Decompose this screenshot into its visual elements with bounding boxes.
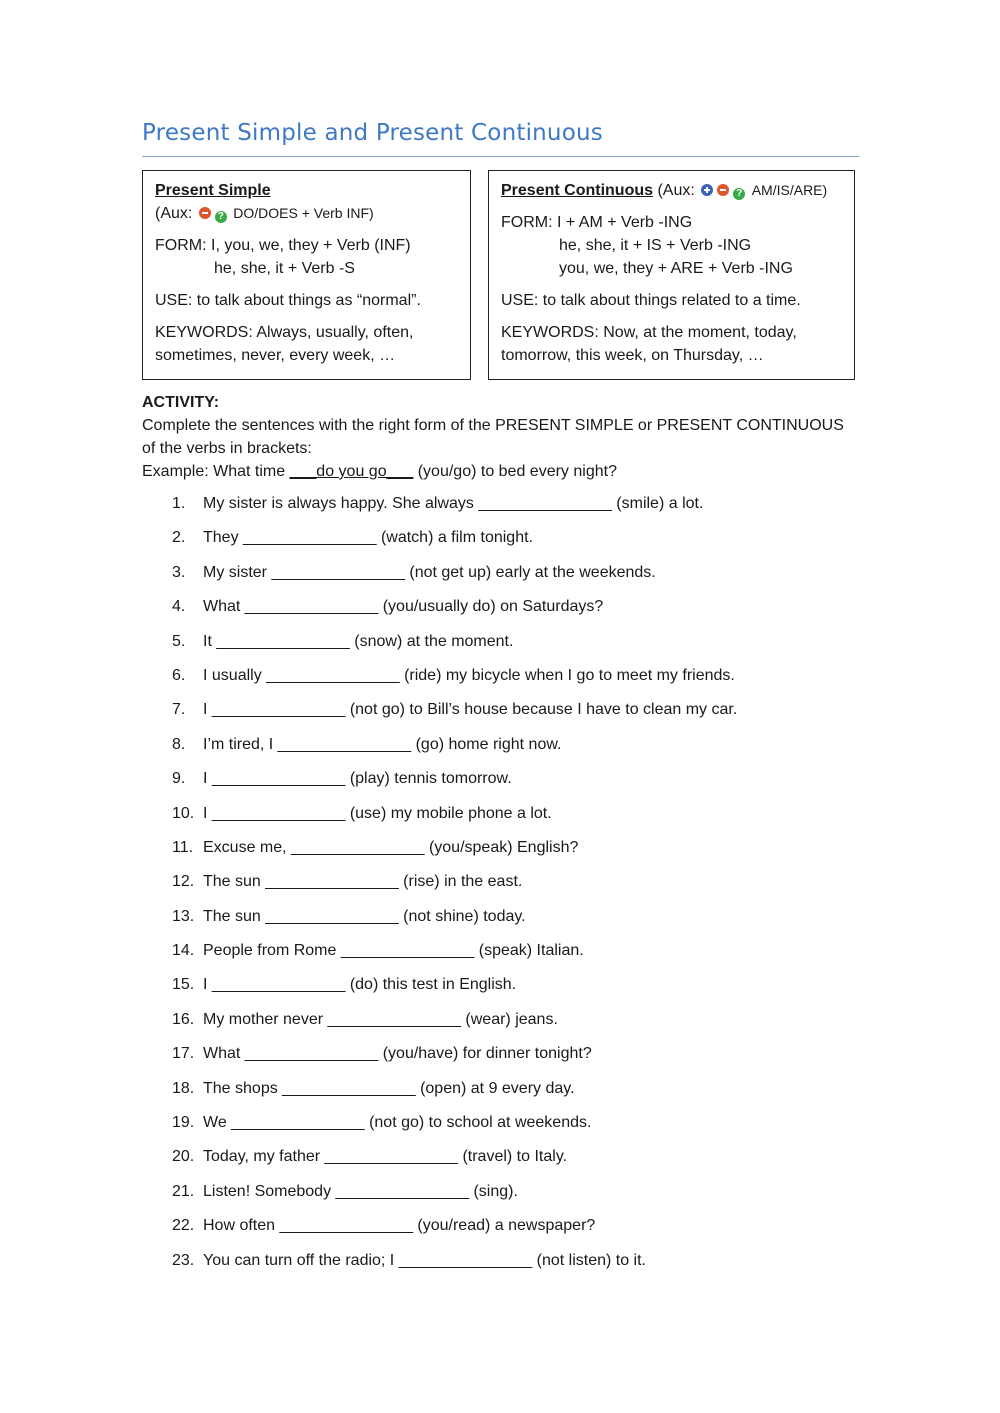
- exercise-number: 9.: [172, 770, 186, 788]
- present-continuous-form-1: FORM: I + AM + Verb -ING: [501, 214, 693, 231]
- exercise-number: 7.: [172, 701, 186, 719]
- exercise-number: 18.: [172, 1079, 195, 1097]
- exercise-number: 21.: [172, 1182, 195, 1200]
- exercise-number: 16.: [172, 1010, 195, 1028]
- exercise-text: My sister _______________ (not get up) early at the weekends.: [203, 563, 656, 581]
- present-simple-keywords-2: sometimes, never, every week, …: [155, 347, 396, 364]
- example-answer: ___do you go___: [289, 463, 414, 480]
- present-simple-use: USE: to talk about things as “normal”.: [155, 292, 421, 309]
- exercise-text: My mother never _______________ (wear) jeans.: [203, 1010, 558, 1028]
- example-prefix: Example: What time: [142, 463, 290, 480]
- exercise-item: [142, 664, 862, 698]
- exercise-item: [142, 802, 862, 836]
- exercise-number: 14.: [172, 942, 195, 960]
- exercise-text: We _______________ (not go) to school at weekends.: [203, 1114, 592, 1132]
- exercise-number: 15.: [172, 976, 195, 994]
- exercise-item: [142, 630, 862, 664]
- present-simple-aux: [155, 202, 458, 225]
- aux-label: (Aux:: [653, 182, 695, 199]
- exercise-item: [142, 767, 862, 801]
- title-divider: [142, 156, 859, 157]
- exercise-text: I _______________ (do) this test in English.: [203, 976, 517, 994]
- exercise-text: I _______________ (not go) to Bill’s house because I have to clean my car.: [203, 701, 738, 719]
- aux-label: (Aux:: [155, 205, 193, 222]
- exercise-text: I _______________ (use) my mobile phone a lot.: [203, 804, 552, 822]
- present-simple-form-2: he, she, it + Verb -S: [214, 260, 355, 277]
- exercise-text: People from Rome _______________ (speak) Italian.: [203, 942, 584, 960]
- exercise-item: [142, 836, 862, 870]
- exercise-item: [142, 1180, 862, 1214]
- exercise-text: Listen! Somebody _______________ (sing).: [203, 1182, 518, 1200]
- plus-icon: [701, 184, 713, 196]
- exercise-item: [142, 698, 862, 732]
- present-continuous-form-2: he, she, it + IS + Verb -ING: [559, 237, 752, 254]
- exercise-item: [142, 973, 862, 1007]
- present-simple-keywords-1: KEYWORDS: Always, usually, often,: [155, 324, 414, 341]
- minus-icon: [717, 184, 729, 196]
- exercise-number: 6.: [172, 666, 186, 684]
- exercise-text: They _______________ (watch) a film tonight.: [203, 529, 533, 547]
- present-continuous-use: USE: to talk about things related to a time.: [501, 292, 801, 309]
- exercise-number: 23.: [172, 1251, 195, 1269]
- present-simple-heading: Present Simple: [155, 182, 271, 199]
- exercise-item: [142, 905, 862, 939]
- question-icon: ?: [215, 211, 227, 223]
- exercise-number: 19.: [172, 1114, 195, 1132]
- aux-text: DO/DOES + Verb INF): [233, 205, 374, 221]
- exercise-item: [142, 1008, 862, 1042]
- activity-instruction-2: of the verbs in brackets:: [142, 440, 312, 457]
- exercise-text: The shops _______________ (open) at 9 every day.: [203, 1079, 575, 1097]
- exercise-item: [142, 526, 862, 560]
- activity-instruction-1: Complete the sentences with the right form of the PRESENT SIMPLE or PRESENT CONTINUOUS: [142, 417, 844, 434]
- minus-icon: [199, 207, 211, 219]
- exercise-text: The sun _______________ (rise) in the east.: [203, 873, 523, 891]
- present-continuous-header: [501, 179, 842, 202]
- present-continuous-keywords-2: tomorrow, this week, on Thursday, …: [501, 347, 764, 364]
- exercise-number: 22.: [172, 1217, 195, 1235]
- exercise-number: 17.: [172, 1045, 195, 1063]
- exercise-item: [142, 1042, 862, 1076]
- exercise-item: [142, 1145, 862, 1179]
- exercise-item: [142, 733, 862, 767]
- exercise-text: It _______________ (snow) at the moment.: [203, 632, 514, 650]
- exercise-number: 10.: [172, 804, 195, 822]
- exercise-text: My sister is always happy. She always _______________ (smile) a lot.: [203, 495, 704, 512]
- exercise-list: [142, 492, 862, 1283]
- activity-heading: ACTIVITY:: [142, 394, 220, 411]
- exercise-text: What _______________ (you/have) for dinner tonight?: [203, 1045, 592, 1063]
- exercise-item: [142, 1111, 862, 1145]
- present-continuous-heading: Present Continuous: [501, 182, 654, 199]
- exercise-number: 4.: [172, 598, 186, 616]
- exercise-number: 2.: [172, 529, 186, 547]
- exercise-text: Excuse me, _______________ (you/speak) English?: [203, 838, 579, 856]
- exercise-item: [142, 870, 862, 904]
- exercise-text: I’m tired, I _______________ (go) home right now.: [203, 735, 562, 753]
- exercise-text: Today, my father _______________ (travel) to Italy.: [203, 1148, 568, 1166]
- exercise-item: [142, 1214, 862, 1248]
- exercise-text: The sun _______________ (not shine) today.: [203, 907, 526, 925]
- exercise-number: 5.: [172, 632, 186, 650]
- exercise-text: How often _______________ (you/read) a newspaper?: [203, 1217, 596, 1235]
- exercise-number: 8.: [172, 735, 186, 753]
- present-continuous-box: [488, 170, 855, 380]
- exercise-text: I _______________ (play) tennis tomorrow.: [203, 770, 512, 788]
- activity-example: [142, 460, 862, 483]
- exercise-number: 3.: [172, 563, 186, 581]
- exercise-item: [142, 1077, 862, 1111]
- exercise-number: 13.: [172, 907, 195, 925]
- exercise-number: 1.: [172, 495, 186, 512]
- exercise-text: You can turn off the radio; I _______________ (not listen) to it.: [203, 1251, 646, 1269]
- example-suffix: (you/go) to bed every night?: [413, 463, 617, 480]
- exercise-item: [142, 595, 862, 629]
- exercise-text: I usually _______________ (ride) my bicycle when I go to meet my friends.: [203, 666, 735, 684]
- exercise-item: [142, 1249, 862, 1283]
- exercise-text: What _______________ (you/usually do) on Saturdays?: [203, 598, 604, 616]
- exercise-item: [142, 939, 862, 973]
- present-continuous-keywords-1: KEYWORDS: Now, at the moment, today,: [501, 324, 797, 341]
- present-continuous-form-3: you, we, they + ARE + Verb -ING: [559, 260, 793, 277]
- present-simple-box: [142, 170, 471, 380]
- exercise-number: 20.: [172, 1148, 195, 1166]
- exercise-item: [142, 561, 862, 595]
- question-icon: ?: [733, 188, 745, 200]
- exercise-number: 11.: [172, 838, 194, 856]
- page-title: Present Simple and Present Continuous: [142, 120, 603, 146]
- exercise-number: 12.: [172, 873, 195, 891]
- exercise-item: [142, 492, 862, 526]
- present-simple-form-1: FORM: I, you, we, they + Verb (INF): [155, 237, 411, 254]
- activity-section: [142, 391, 862, 483]
- aux-text: AM/IS/ARE): [751, 182, 828, 198]
